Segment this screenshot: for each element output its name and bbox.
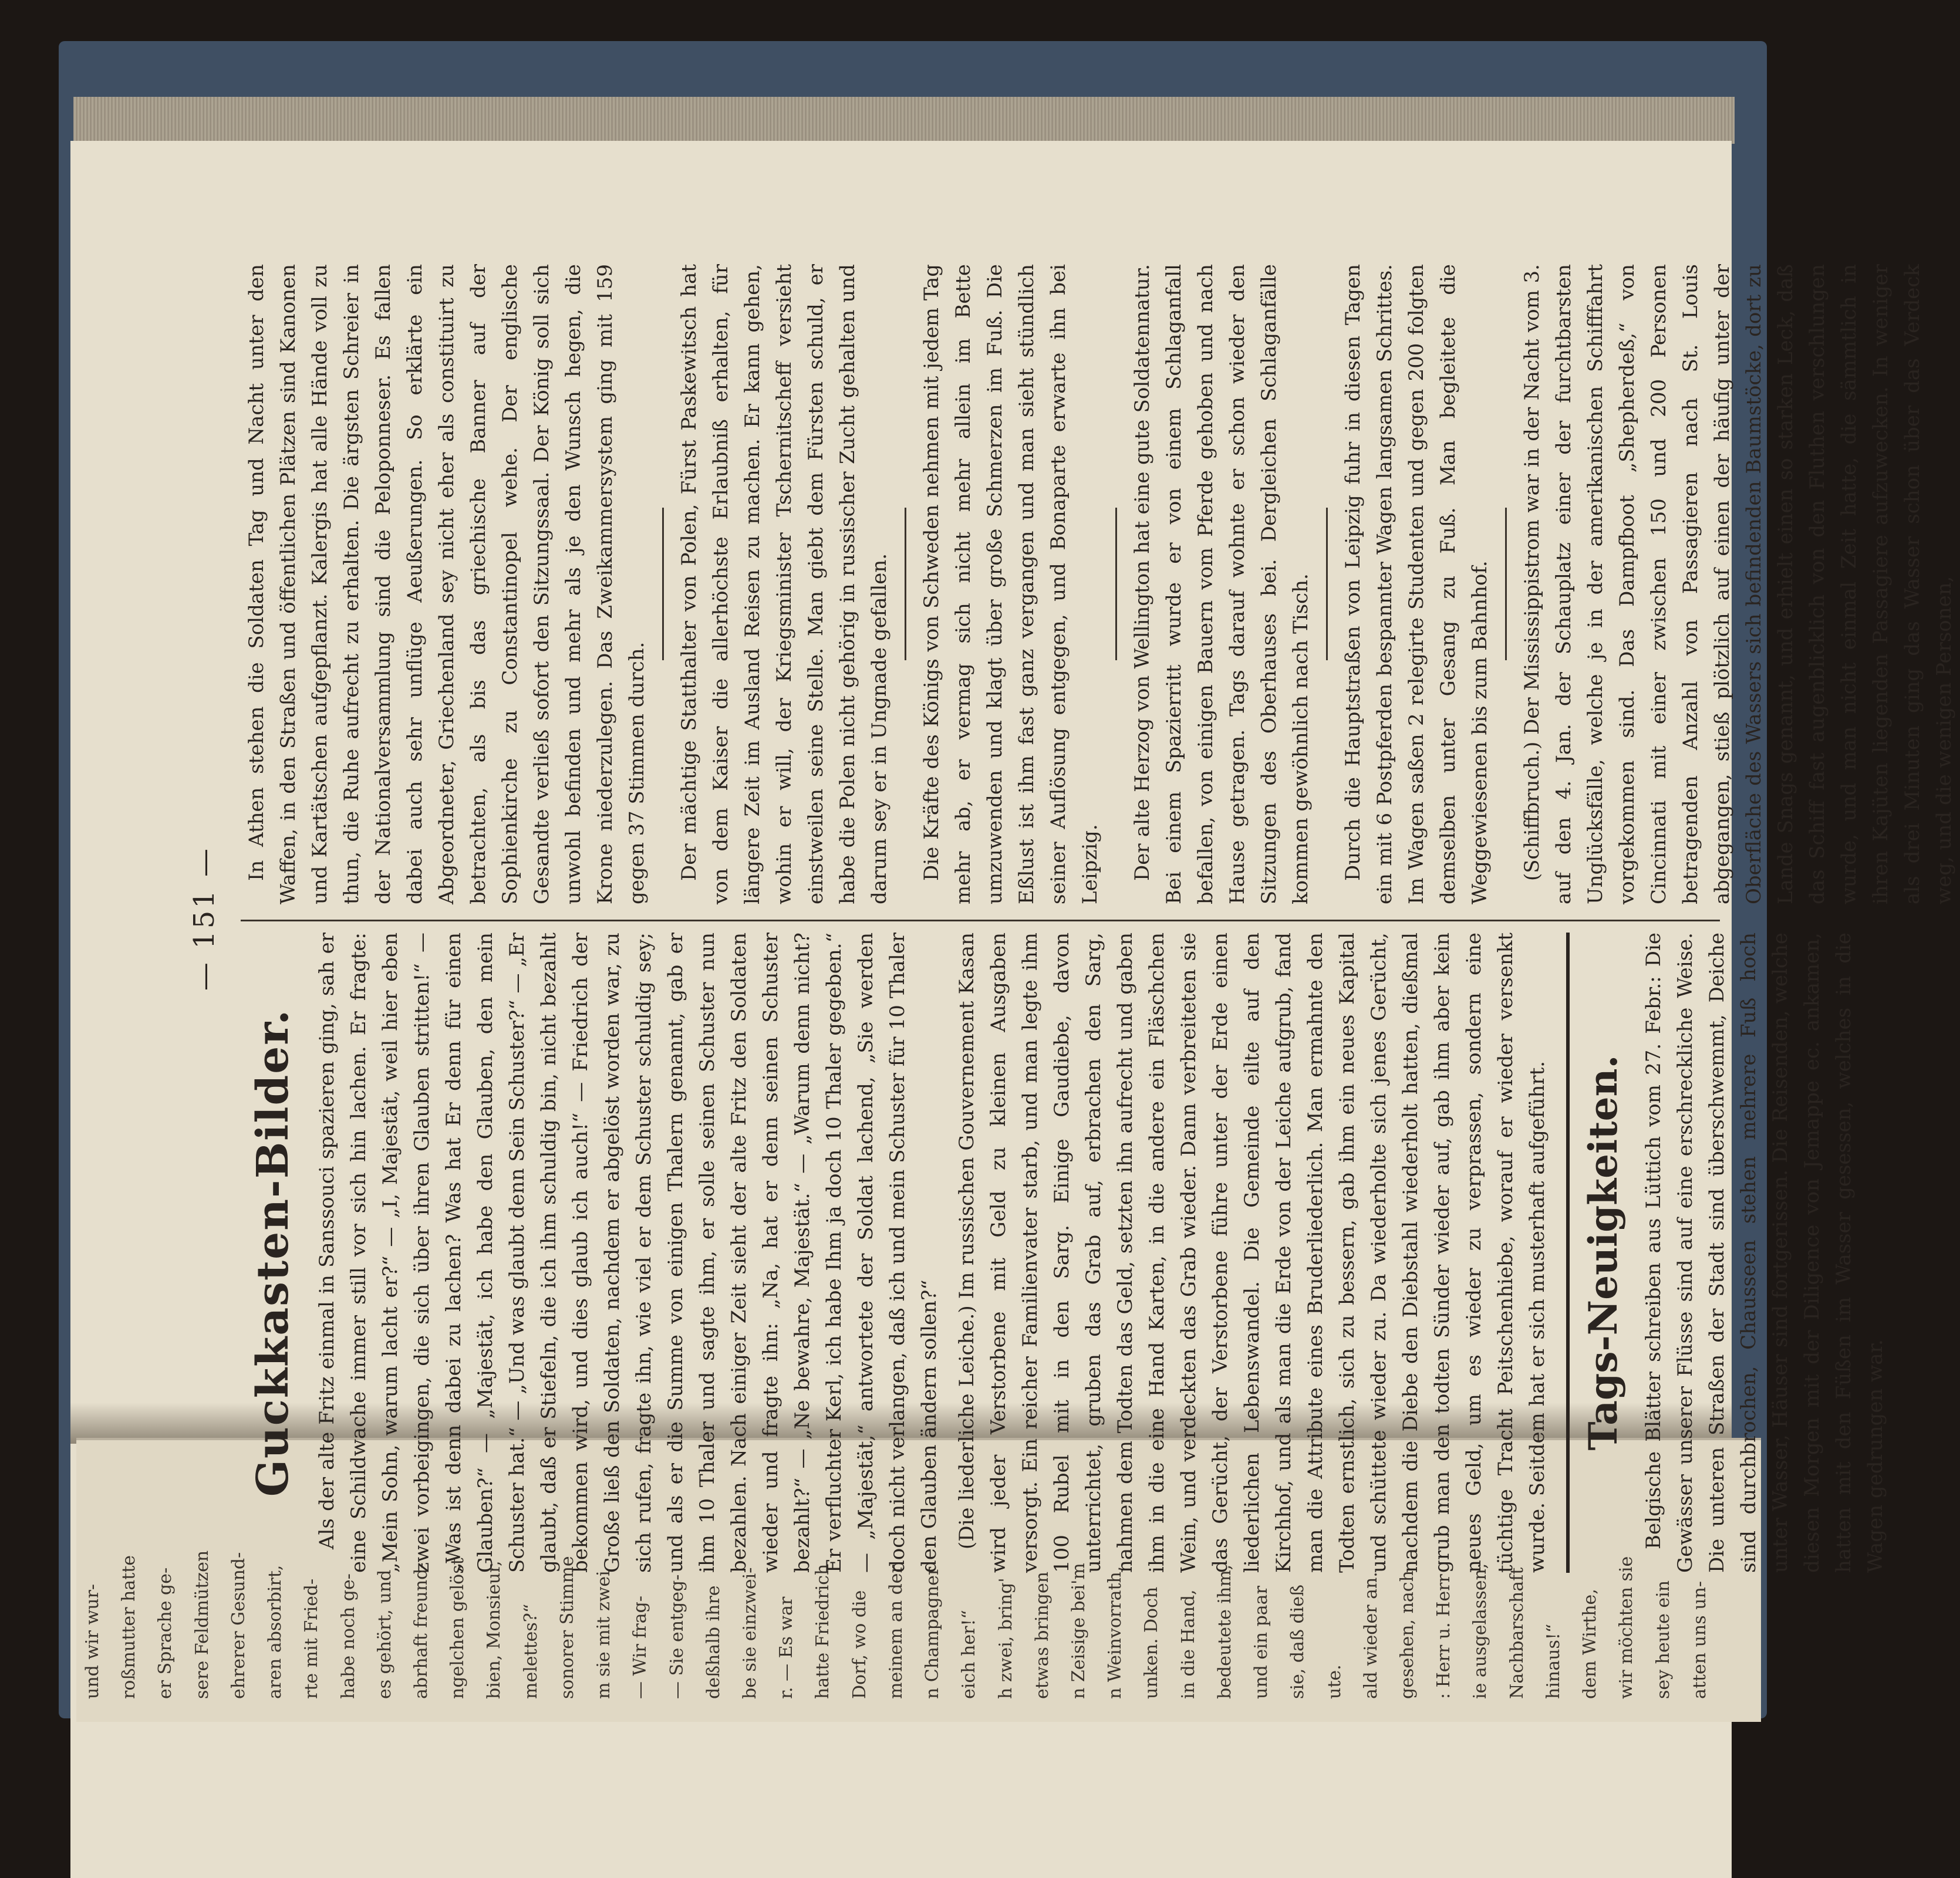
- facing-page-line: ie ausgelassen;: [1470, 1563, 1491, 1699]
- left-column: [241, 933, 1887, 1573]
- right-column: [241, 264, 1956, 904]
- facing-page-line: m sie mit zwei: [593, 1570, 615, 1699]
- facing-page-line: melettes?“: [520, 1603, 541, 1699]
- article-paragraph: Der mächtige Statthalter von Polen, Fürst Paskewitsch hat von dem Kaiser die allerhöchste Erlaubniß erhalten, für längere Zeit im Ausland Reisen zu machen. Er kann gehen, wohin er will, der Kriegsminister Tschernitscheff versieht einstweilen seine Stelle. Man giebt dem Fürsten schuld, er habe die Polen nicht gehörig in russischer Zucht gehalten und darum sey er in Ungnade gefallen.: [677, 264, 891, 904]
- article-paragraph: Als der alte Fritz einmal in Sanssouci spazieren ging, sah er eine Schildwache immer still vor sich hin lachen. Er fragte: „Mein Sohn, warum lacht er?“ — „I, Majestät, weil hier eben zwei vorbeigingen, die sich über ihren Glauben stritten!“ — „Was ist denn dabei zu lachen? Was hat Er denn für einen Glauben?“ — „Majestät, ich habe den Glauben, den mein Schuster hat.“ — „Und was glaubt denn Sein Schuster?“ — „Er glaubt, daß er Stiefeln, die ich ihm schuldig bin, nicht bezahlt bekommen wird, und dies glaub ich auch!“ — Friedrich der Große ließ den Soldaten, nachdem er abgelöst worden war, zu sich rufen, fragte ihn, wie viel er dem Schuster schuldig sey; und als er die Summe von einigen Thalern genannt, gab er ihm 10 Thaler und sagte ihm, er solle seinen Schuster nun bezahlen. Nach einiger Zeit sieht der alte Fritz den Soldaten wieder und fragte ihn: „Na, hat er denn seinen Schuster bezahlt?“ — „Ne bewahre, Majestät.“ — „Warum denn nicht? Er verfluchter Kerl, ich habe Ihm ja doch 10 Thaler gegeben.“ — „Majestät,“ antwortete der Soldat lachend, „Sie werden doch nicht verlangen, daß ich und mein Schuster für 10 Thaler den Glauben ändern sollen?“: [315, 933, 941, 1573]
- article-paragraph: In Athen stehen die Soldaten Tag und Nacht unter den Waffen, in den Straßen und öffentlichen Plätzen sind Kanonen und Kartätschen aufgepflanzt. Kalergis hat alle Hände voll zu thun, die Ruhe aufrecht zu erhalten. Die ärgsten Schreier in der Nationalversammlung sind die Peloponneser. Es fallen dabei auch sehr unflüge Aeußerungen. So erklärte ein Abgeordneter, Griechenland sey nicht eher als constituirt zu betrachten, als bis das griechische Banner auf der Sophienkirche zu Constantinopel wehe. Der englische Gesandte verließ sofort den Sitzungssaal. Der König soll sich unwohl befinden und mehr als je den Wunsch hegen, die Krone niederzulegen. Das Zweikammersystem ging mit 159 gegen 37 Stimmen durch.: [245, 264, 649, 904]
- facing-page-line: n Weinvorrath,: [1105, 1566, 1126, 1699]
- facing-page-line: r. — Es war: [776, 1596, 797, 1699]
- facing-page-line: sey heute ein: [1652, 1580, 1674, 1699]
- facing-page-line: — Sie entgeg-: [666, 1574, 687, 1699]
- facing-page-line: gesehen, nach: [1397, 1570, 1418, 1699]
- section-rule: [1566, 933, 1570, 1573]
- facing-page-line: deßhalb ihre: [703, 1585, 724, 1699]
- facing-page-line: sie, daß dieß: [1287, 1584, 1308, 1699]
- page-number: — 151 —: [188, 846, 221, 991]
- page-content: [188, 264, 1956, 1573]
- facing-page-line: ngelchen gelöst: [447, 1558, 468, 1699]
- facing-page-line: n Champagner: [922, 1566, 943, 1699]
- article-separator: [662, 508, 664, 661]
- facing-page-line: aren absorbirt,: [265, 1565, 286, 1699]
- facing-page-line: hinaus!“: [1543, 1623, 1564, 1699]
- article-paragraph: Der alte Herzog von Wellington hat eine gute Soldatennatur. Bei einem Spazierritt wurde er von einem Schlaganfall befallen, von einigen Bauern vom Pferde gehoben und nach Hause getragen. Tags darauf wohnte er schon wieder den Sitzungen des Oberhauses bei. Dergleichen Schlaganfälle kommen gewöhnlich nach Tisch.: [1131, 264, 1313, 904]
- article-separator: [1326, 508, 1328, 661]
- facing-page-line: hatte Friedrich: [812, 1563, 834, 1699]
- facing-page-line: sonorer Stimme: [556, 1556, 578, 1699]
- facing-page-line: dem Wirthe,: [1580, 1589, 1601, 1699]
- article-paragraph: (Die liederliche Leiche.) Im russischen Gouvernement Kasan wird jeder Verstorbene mit Geld zu kleinen Ausgaben versorgt. Ein reicher Familienvater starb, und man legte ihm 100 Rubel mit in den Sarg. Einige Gaudiebe, davon unterrichtet, gruben das Grab auf, erbrachen den Sarg, nahmen dem Todten das Geld, setzten ihn aufrecht und gaben ihm in die eine Hand Karten, in die andere ein Fläschchen Wein, und verdeckten das Grab wieder. Dann verbreiteten sie das Gerücht, der Verstorbene führe unter der Erde einen liederlichen Lebenswandel. Die Gemeinde eilte auf den Kirchhof, und als man die Erde von der Leiche aufgrub, fand man die Attribute eines Bruderliederlich. Man ermahnte den Todten ernstlich, sich zu bessern, gab ihm ein neues Kapital und schüttete wieder zu. Da wiederholte sich jenes Gerücht, nachdem die Diebe den Diebstahl wiederholt hatten, dießmal grub man den todten Sünder wieder auf, gab ihm aber kein neues Geld, um es wieder zu verprassen, sondern eine tüchtige Tracht Peitschenhiebe, worauf er wieder versenkt wurde. Seitdem hat er sich musterhaft aufgeführt.: [955, 933, 1549, 1573]
- facing-page-line: atten uns un-: [1689, 1581, 1710, 1699]
- section-heading: Guckkasten-Bilder.: [248, 1008, 298, 1497]
- facing-page-line: : Herr u. Herr: [1433, 1574, 1455, 1699]
- facing-page-line: ehrerer Gesund-: [228, 1552, 249, 1699]
- facing-page-line: roßmutter hatte: [119, 1555, 140, 1699]
- article-separator: [905, 508, 906, 661]
- facing-page-line: er Sprache ge-: [155, 1567, 176, 1699]
- facing-page-line: be sie einzwei-: [740, 1567, 760, 1699]
- facing-page-line: es gehört, und: [374, 1569, 395, 1699]
- facing-page-line: bien, Monsieur,: [484, 1561, 505, 1699]
- article-paragraph: (Schiffbruch.) Der Mississippistrom war in der Nacht vom 3. auf den 4. Jan. der Schauplatz einer der furchtbarsten Unglücksfälle, welche je in der amerikanischen Schifffahrt vorgekommen sind. Das Dampfboot „Shepherdeß,“ von Cincinnati mit einer zwischen 150 und 200 Personen betragenden Anzahl von Passagieren nach St. Louis abgegangen, stieß plötzlich auf einen der häufig unter der Oberfläche des Wassers sich befindenden Baumstöcke, dort zu Lande Snags genannt, und erhielt einen so starken Leck, daß das Schiff fast augenblicklich von den Fluthen verschlungen wurde, und man nicht einmal Zeit hatte, die sämmtlich in ihren Kajüten liegenden Passagiere aufzuwecken. In weniger als drei Minuten ging das Wasser schon über das Verdeck weg, und die wenigen Personen,: [1520, 264, 1956, 904]
- facing-page-line: ute.: [1324, 1664, 1345, 1699]
- facing-page-line: wir möchten sie: [1616, 1556, 1637, 1699]
- facing-page-line: rte mit Fried-: [301, 1578, 322, 1699]
- article-separator: [1115, 508, 1117, 661]
- facing-page-line: meinem an der: [885, 1565, 906, 1699]
- facing-page-line: abrhaft freund-: [411, 1562, 431, 1699]
- facing-page-line: h zwei, bring': [995, 1578, 1016, 1699]
- facing-page-line: sere Feldmützen: [191, 1550, 212, 1699]
- facing-page-line: ald wieder an.: [1360, 1572, 1381, 1699]
- article-separator: [1505, 508, 1507, 661]
- news-paragraph: Belgische Blätter schreiben aus Lüttich vom 27. Febr.: Die Gewässer unserer Flüsse sind auf eine erschreckliche Weise. Die unteren Straßen der Stadt sind überschwemmt, Deiche sind durchbrochen, Chausseen stehen mehrere Fuß hoch unter Wasser, Häuser sind fortgerissen. Die Reisenden, welche diesen Morgen mit der Diligence von Jemappe ec. ankamen, hatten mit den Füßen im Wasser gesessen, welches in die Wagen gedrungen war.: [1642, 933, 1887, 1573]
- facing-page-line: Dorf, wo die: [849, 1590, 870, 1699]
- article-paragraph: Durch die Hauptstraßen von Leipzig fuhr in diesen Tagen ein mit 6 Postpferden bespannter Wagen langsamen Schrittes. Im Wagen saßen 2 relegirte Studenten und gegen 200 folgten demselben unter Gesang zu Fuß. Man begleitete die Weggewiesenen bis zum Bahnhof.: [1341, 264, 1492, 904]
- facing-page-line: und ein paar: [1251, 1586, 1272, 1699]
- section-heading-news: Tags-Neuigkeiten.: [1580, 1055, 1626, 1451]
- facing-page-line: in die Hand,: [1178, 1589, 1199, 1699]
- facing-page-line: bedeutete ihm,: [1214, 1564, 1235, 1699]
- facing-page-line: unken. Doch: [1141, 1586, 1162, 1699]
- facing-page-line: Nachbarschaft: [1506, 1567, 1527, 1699]
- facing-page-line: n Zeisige bei'm: [1068, 1563, 1089, 1699]
- facing-page-line: — Wir frag-: [630, 1596, 651, 1699]
- facing-page-line: etwas bringen: [1031, 1571, 1052, 1699]
- facing-page-line: habe noch ge-: [338, 1573, 359, 1699]
- facing-page-line: und wir wur-: [82, 1583, 103, 1699]
- article-paragraph: Die Kräfte des Königs von Schweden nehmen mit jedem Tag mehr ab, er vermag sich nicht mehr allein im Bette umzuwenden und klagt über große Schmerzen im Fuß. Die Eßlust ist ihm fast ganz vergangen und man sieht stündlich seiner Auflösung entgegen, und Bonaparte erwarte ihn bei Leipzig.: [920, 264, 1102, 904]
- page-edge: [73, 97, 1735, 144]
- facing-page-line: eich her!“: [959, 1610, 980, 1699]
